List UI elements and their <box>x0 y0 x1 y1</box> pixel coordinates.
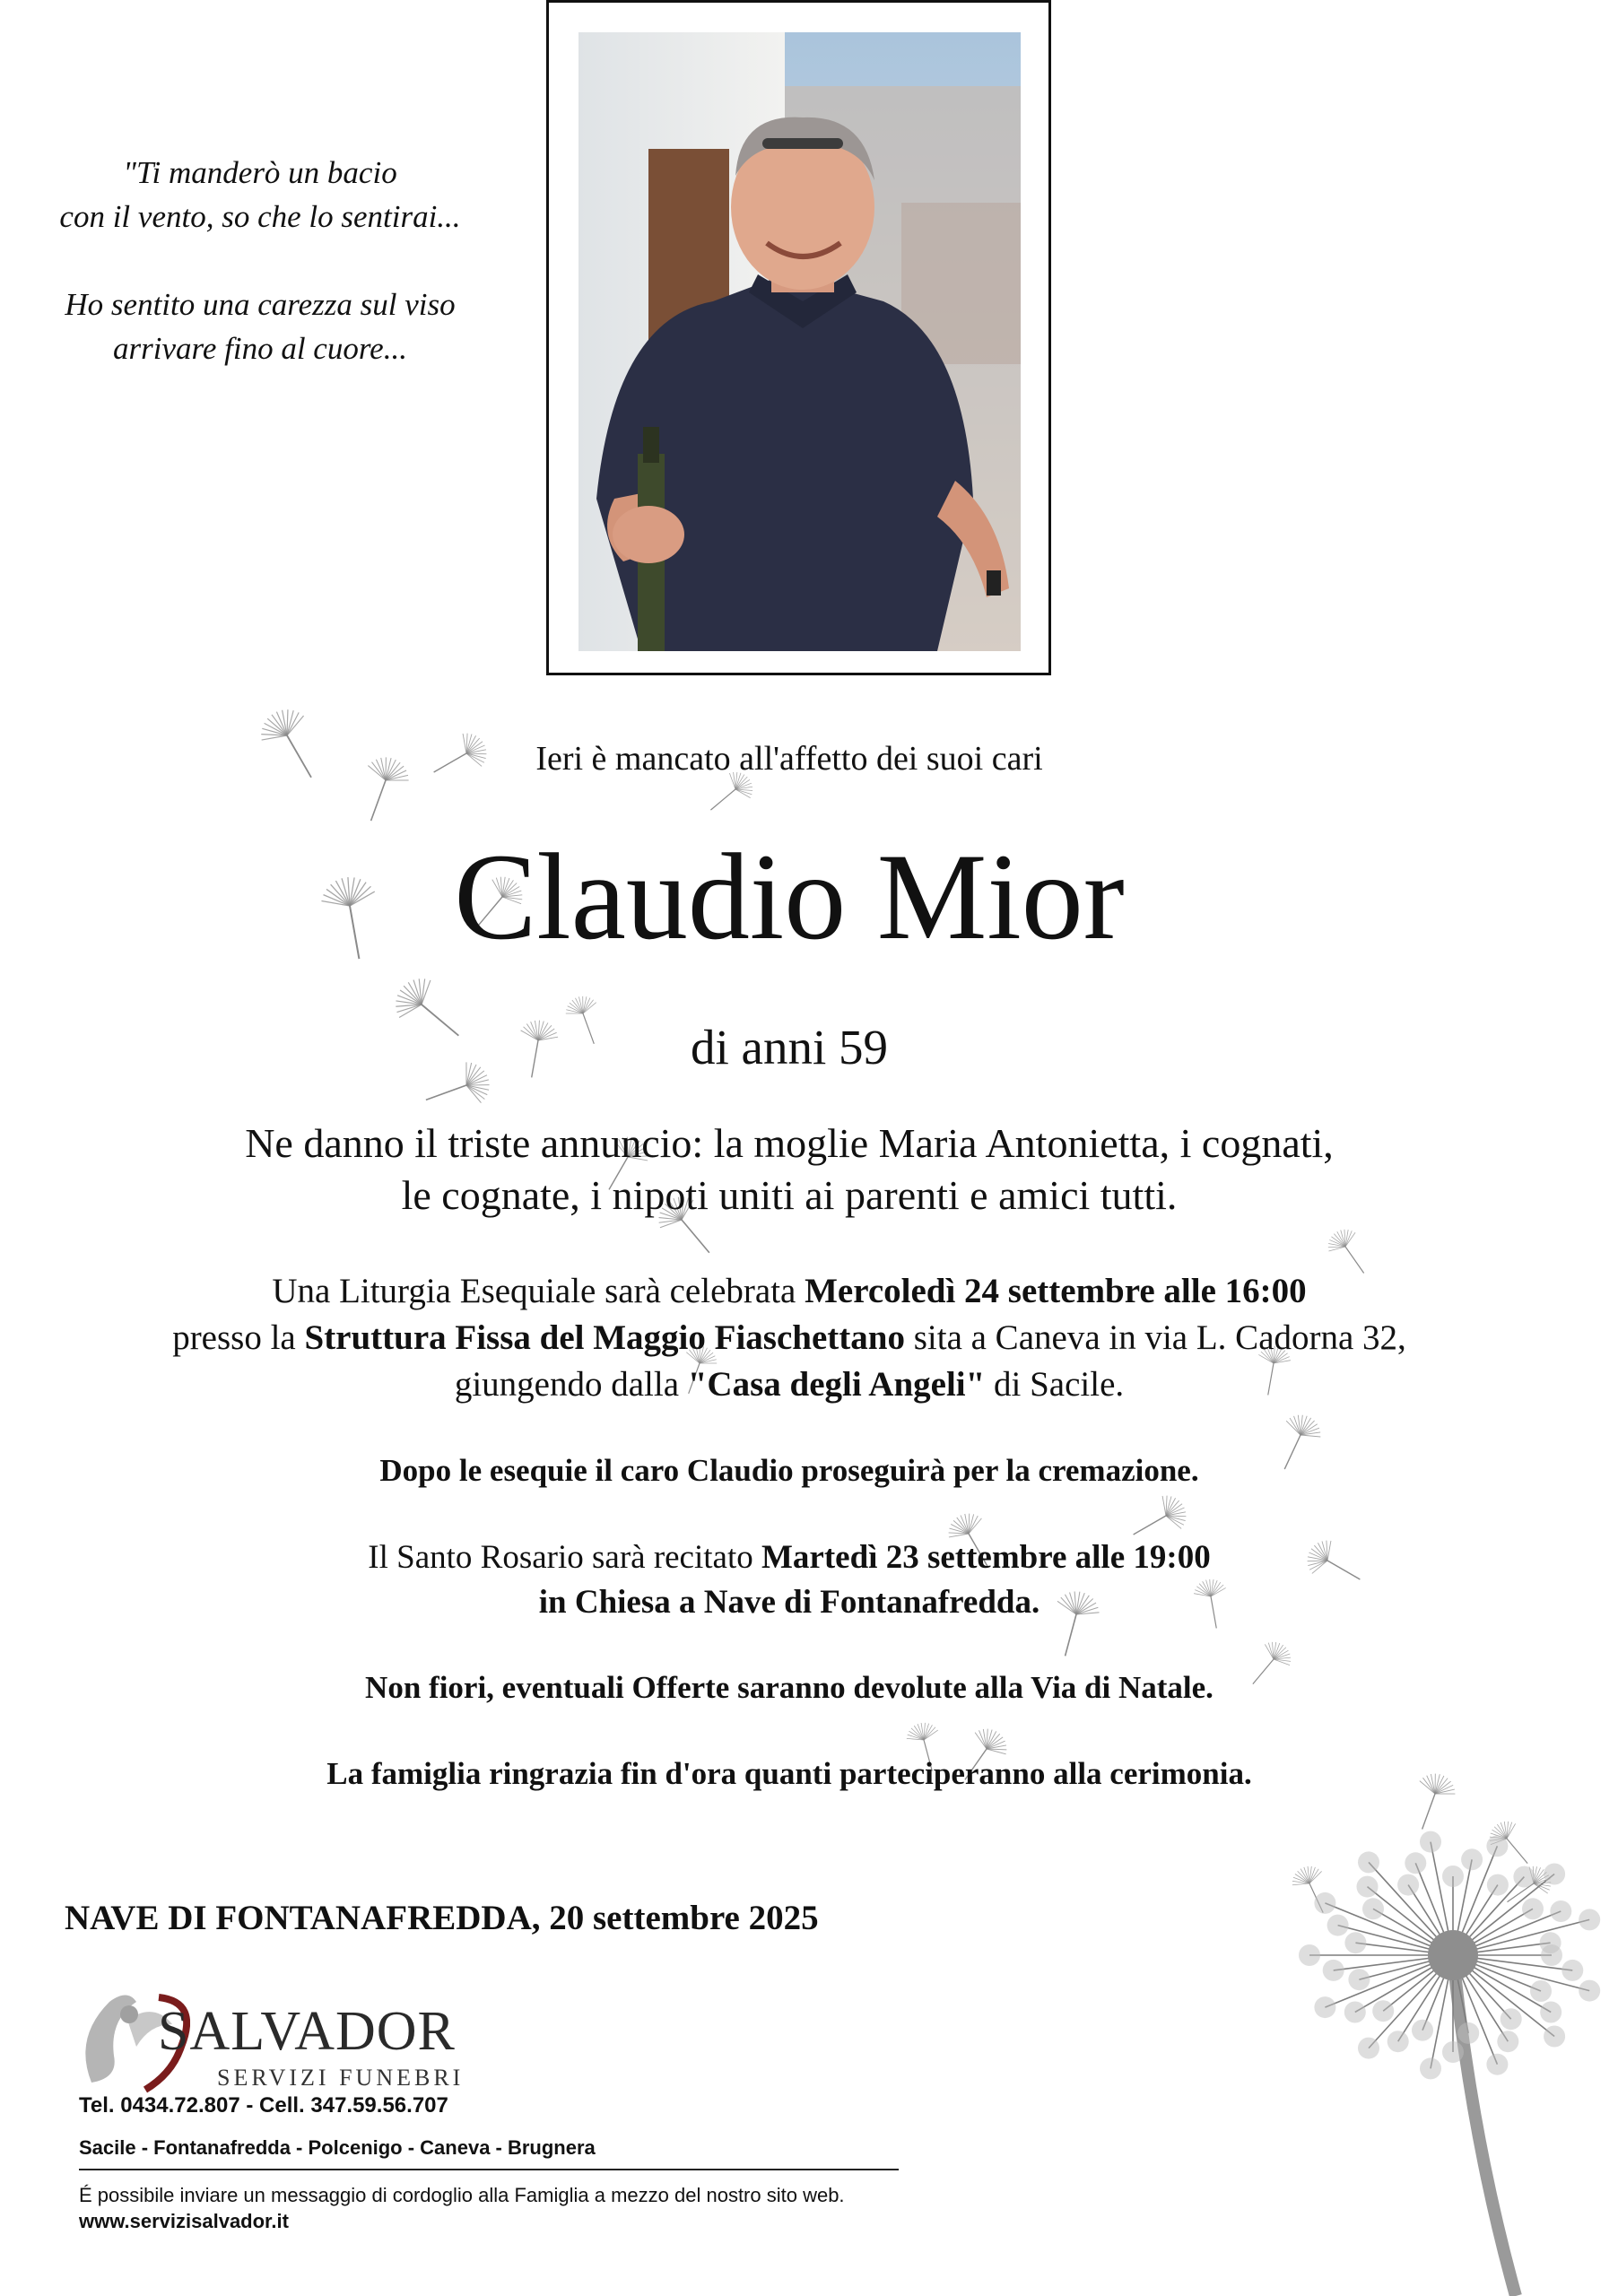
quote-line: "Ti manderò un bacio <box>123 155 397 190</box>
contact-phones: Tel. 0434.72.807 - Cell. 347.59.56.707 <box>79 2093 448 2118</box>
logo-subtitle: SERVIZI FUNEBRI <box>217 2065 465 2091</box>
intro-text: Ieri è mancato all'affetto dei suoi cari <box>535 740 1043 778</box>
liturgy-text: di Sacile. <box>985 1365 1125 1404</box>
quote-line <box>0 239 520 283</box>
liturgy-line-3 <box>0 1361 1579 1408</box>
liturgy-origin: "Casa degli Angeli" <box>687 1365 986 1404</box>
announcement-line: le cognate, i nipoti uniti ai parenti e amici tutti. <box>401 1172 1178 1218</box>
rosary-line-2 <box>0 1580 1579 1625</box>
liturgy-address: sita a Caneva in via L. Cadorna 32, <box>904 1318 1406 1357</box>
rosary-line-1 <box>0 1535 1579 1580</box>
liturgy-line-1 <box>0 1268 1579 1315</box>
quote-line: Ho sentito una carezza sul viso <box>65 287 456 322</box>
salvador-logo <box>74 1984 486 2109</box>
announcement <box>0 1118 1579 1222</box>
portrait-frame <box>546 0 1051 675</box>
liturgy-text: presso la <box>172 1318 305 1357</box>
footer-divider <box>79 2169 899 2170</box>
portrait-photo <box>578 32 1021 651</box>
liturgy-text: giungendo dalla <box>454 1365 688 1404</box>
cremation-note: Dopo le esequie il caro Claudio proseguirà per la cremazione. <box>379 1453 1199 1488</box>
liturgy-datetime: Mercoledì 24 settembre alle 16:00 <box>805 1272 1307 1310</box>
condolence-message: É possibile inviare un messaggio di cordoglio alla Famiglia a mezzo del nostro sito web. <box>79 2184 845 2206</box>
logo-name: SALVADOR <box>158 2001 456 2062</box>
deceased-name: Claudio Mior <box>454 828 1125 965</box>
dandelion-flower-icon <box>1299 1831 1600 2296</box>
rosary-datetime: Martedì 23 settembre alle 19:00 <box>761 1539 1211 1576</box>
place-and-date: NAVE DI FONTANAFREDDA, 20 settembre 2025 <box>65 1899 819 1937</box>
liturgy-text: Una Liturgia Esequiale sarà celebrata <box>272 1272 805 1310</box>
liturgy-venue: Struttura Fissa del Maggio Fiaschettano <box>304 1318 905 1357</box>
service-towns: Sacile - Fontanafredda - Polcenigo - Caneva - Brugnera <box>79 2136 596 2159</box>
rosary-info <box>0 1535 1579 1625</box>
flowers-note: Non fiori, eventuali Offerte saranno devolute alla Via di Natale. <box>365 1670 1214 1705</box>
family-thanks: La famiglia ringrazia fin d'ora quanti parteciperanno alla cerimonia. <box>326 1756 1252 1791</box>
quote-line: con il vento, so che lo sentirai... <box>59 199 461 234</box>
quote-line: arrivare fino al cuore... <box>113 331 407 366</box>
announcement-line: Ne danno il triste annuncio: la moglie Maria Antonietta, i cognati, <box>245 1120 1334 1166</box>
liturgy-info <box>0 1268 1579 1408</box>
deceased-age: di anni 59 <box>691 1020 888 1074</box>
rosary-place: in Chiesa a Nave di Fontanafredda. <box>538 1584 1040 1621</box>
memorial-quote <box>0 151 520 370</box>
website-link[interactable]: www.servizisalvador.it <box>79 2210 289 2232</box>
rosary-text: Il Santo Rosario sarà recitato <box>368 1539 761 1576</box>
liturgy-line-2 <box>0 1315 1579 1361</box>
